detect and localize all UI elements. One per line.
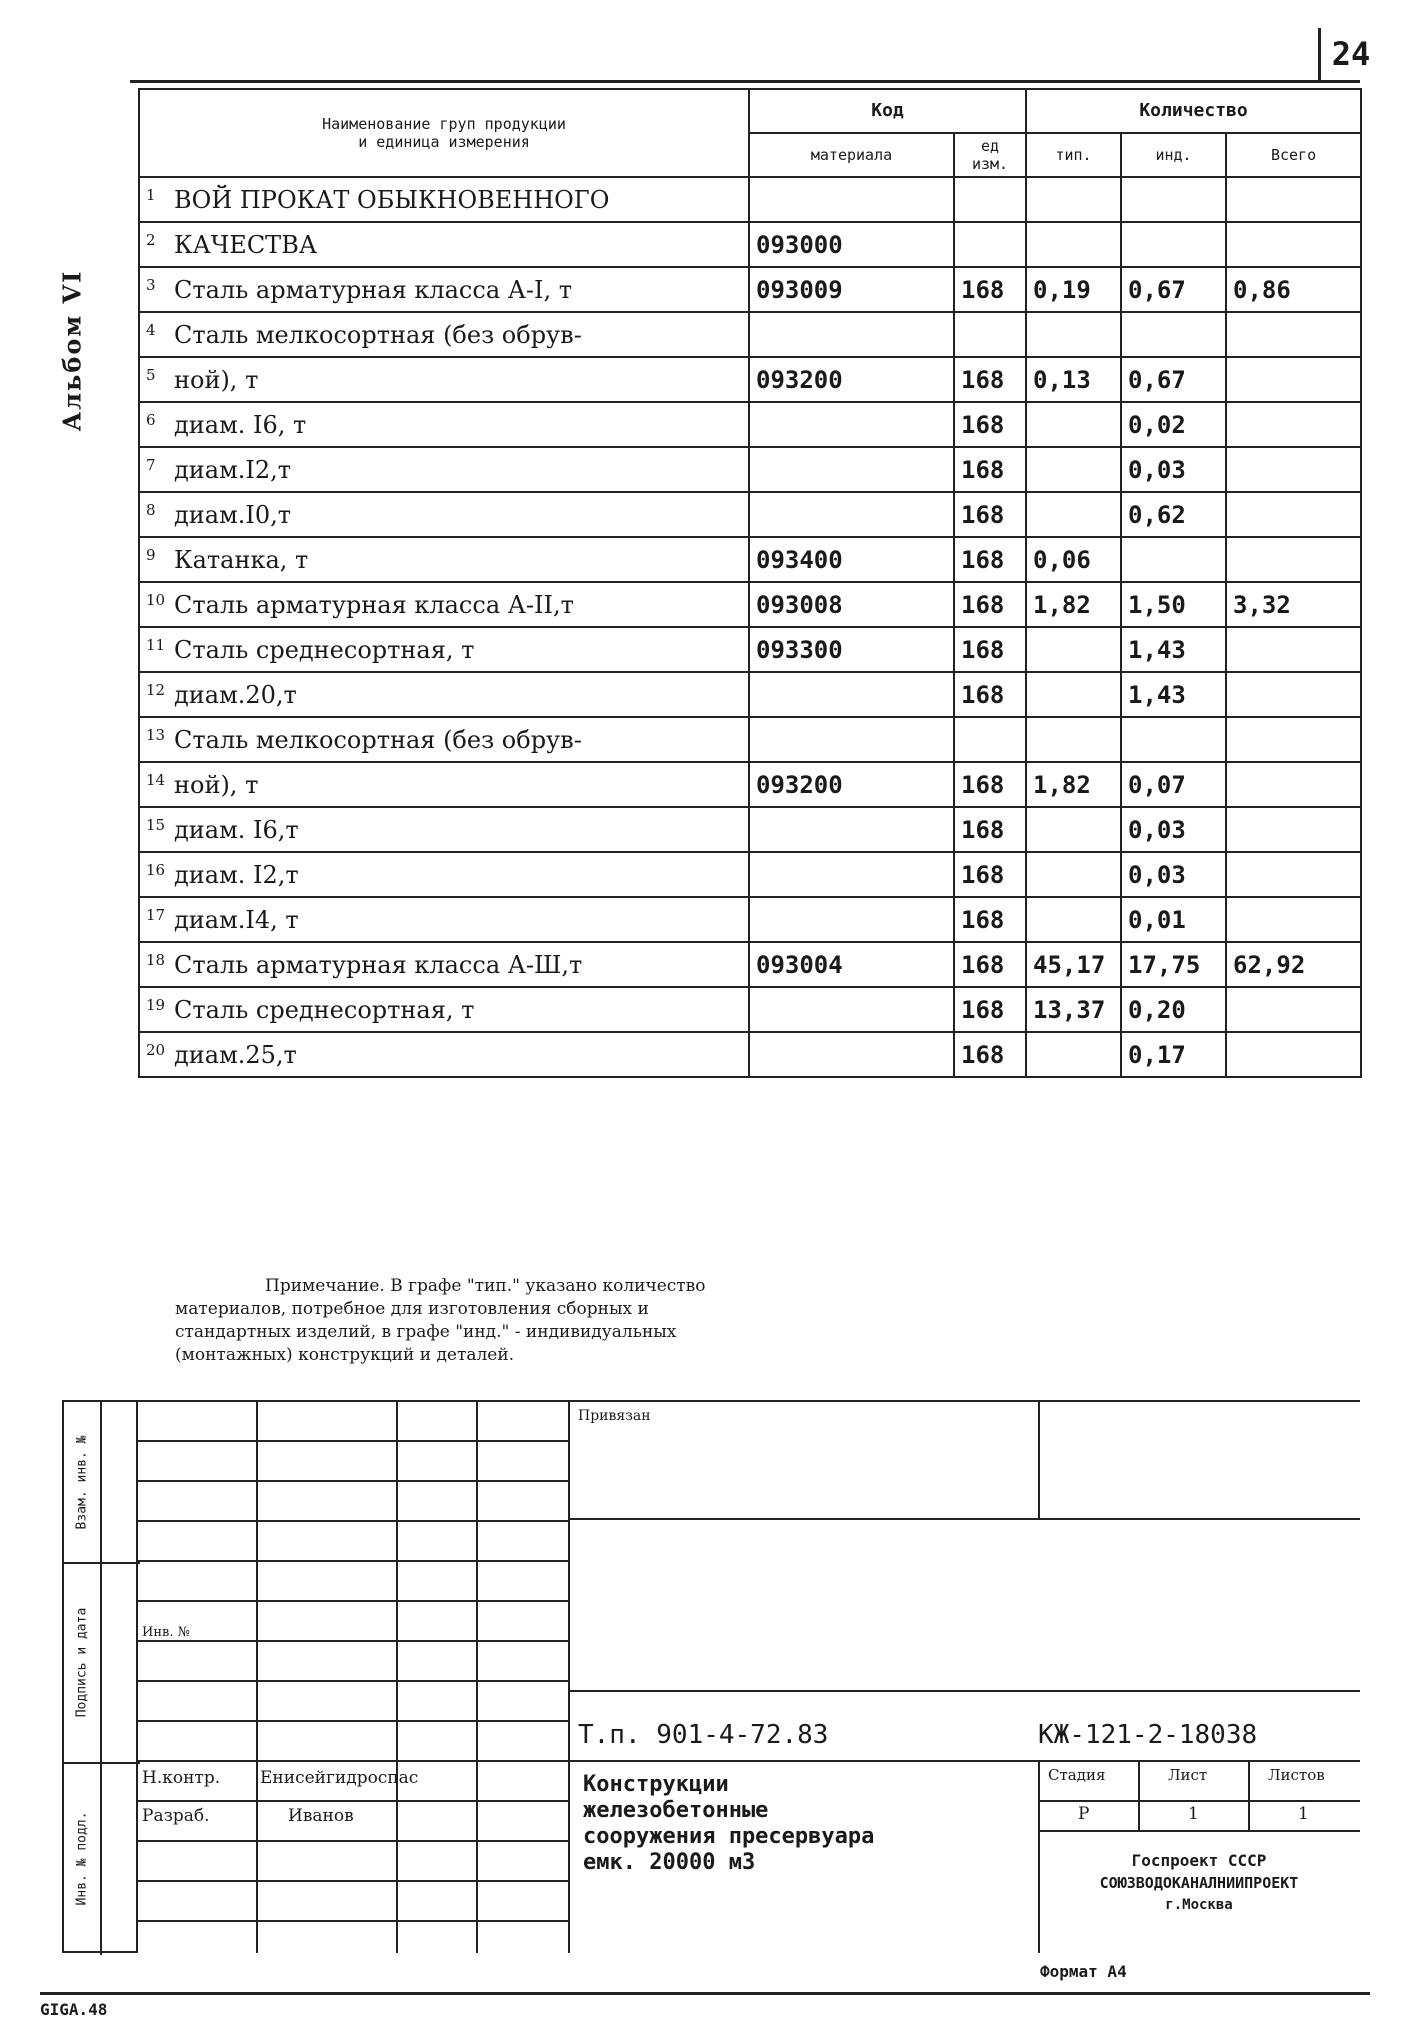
row-total: [1226, 987, 1361, 1032]
row-name: [139, 222, 749, 267]
album-label: Альбом VI: [57, 269, 87, 431]
row-ind: [1121, 177, 1226, 222]
row-total: [1226, 177, 1361, 222]
row-name: [139, 852, 749, 897]
row-unit: 168: [954, 762, 1026, 807]
row-code: 093008: [749, 582, 954, 627]
row-code: [749, 177, 954, 222]
row-name-text: Сталь арматурная класса А-I, т: [174, 275, 573, 304]
row-tip: 1,82: [1026, 762, 1121, 807]
row-name: [139, 492, 749, 537]
row-total: [1226, 627, 1361, 672]
sheets-label: Листов: [1268, 1766, 1325, 1784]
row-unit: 168: [954, 267, 1026, 312]
row-name: [139, 312, 749, 357]
row-ind: 0,07: [1121, 762, 1226, 807]
row-tip: 13,37: [1026, 987, 1121, 1032]
row-number: 1: [146, 185, 156, 204]
document-number: КЖ-121-2-18038: [1038, 1720, 1258, 1750]
format-label: Формат А4: [1040, 1962, 1127, 1981]
row-number: 13: [146, 725, 166, 744]
row-unit: 168: [954, 1032, 1026, 1077]
row-name: [139, 267, 749, 312]
row-name-text: Сталь среднесортная, т: [174, 635, 475, 664]
row-total: [1226, 312, 1361, 357]
row-number: 15: [146, 815, 166, 834]
row-name-text: ной), т: [174, 770, 259, 799]
table-row: [139, 357, 1361, 402]
row-number: 18: [146, 950, 166, 969]
sheets-value: 1: [1298, 1804, 1309, 1824]
row-tip: 0,13: [1026, 357, 1121, 402]
row-number: 4: [146, 320, 156, 339]
side-podpis-label: Подпись и дата: [74, 1607, 90, 1717]
row-code: [749, 852, 954, 897]
row-number: 11: [146, 635, 166, 654]
specification-table: [138, 88, 1362, 1078]
row-total: [1226, 762, 1361, 807]
row-tip: 1,82: [1026, 582, 1121, 627]
sheet-label: Лист: [1168, 1766, 1208, 1784]
header-unit-code: ед изм.: [954, 133, 1026, 177]
table-row: [139, 762, 1361, 807]
row-code: [749, 492, 954, 537]
row-name: [139, 987, 749, 1032]
header-tip: тип.: [1026, 133, 1121, 177]
row-tip: [1026, 852, 1121, 897]
row-code: [749, 672, 954, 717]
sheet-value: 1: [1188, 1804, 1199, 1824]
table-row: [139, 897, 1361, 942]
row-code: [749, 1032, 954, 1077]
row-ind: 0,67: [1121, 357, 1226, 402]
row-name-text: ВОЙ ПРОКАТ ОБЫКНОВЕННОГО: [174, 185, 610, 214]
role-2: Разраб.: [142, 1806, 210, 1826]
row-name-text: Сталь арматурная класса А-II,т: [174, 590, 574, 619]
name-2: Иванов: [288, 1806, 354, 1826]
row-number: 9: [146, 545, 156, 564]
row-total: [1226, 672, 1361, 717]
row-ind: 17,75: [1121, 942, 1226, 987]
row-tip: [1026, 177, 1121, 222]
row-number: 17: [146, 905, 166, 924]
row-name: [139, 537, 749, 582]
table-row: [139, 1032, 1361, 1077]
row-tip: [1026, 717, 1121, 762]
row-unit: 168: [954, 987, 1026, 1032]
row-total: [1226, 492, 1361, 537]
footer-code: GIGA.48: [40, 2000, 108, 2019]
row-unit: 168: [954, 357, 1026, 402]
row-name-text: Катанка, т: [174, 545, 309, 574]
row-name-text: ной), т: [174, 365, 259, 394]
row-total: 62,92: [1226, 942, 1361, 987]
row-code: 093200: [749, 357, 954, 402]
row-code: 093300: [749, 627, 954, 672]
row-total: [1226, 897, 1361, 942]
row-unit: 168: [954, 807, 1026, 852]
row-number: 16: [146, 860, 166, 879]
row-name: [139, 402, 749, 447]
table-row: [139, 312, 1361, 357]
row-ind: [1121, 222, 1226, 267]
row-name-text: диам. I2,т: [174, 860, 299, 889]
row-total: [1226, 402, 1361, 447]
row-name: [139, 807, 749, 852]
row-number: 6: [146, 410, 156, 429]
top-border-line: [130, 80, 1360, 83]
row-ind: 0,20: [1121, 987, 1226, 1032]
row-name: [139, 762, 749, 807]
row-code: 093000: [749, 222, 954, 267]
table-header-row-1: [139, 89, 1361, 133]
row-unit: [954, 717, 1026, 762]
row-code: [749, 312, 954, 357]
header-name: Наименование груп продукции и единица измерения: [139, 89, 749, 177]
row-name-text: КАЧЕСТВА: [174, 230, 318, 259]
row-ind: 0,62: [1121, 492, 1226, 537]
row-unit: 168: [954, 627, 1026, 672]
row-name-text: диам. I6, т: [174, 410, 307, 439]
row-number: 8: [146, 500, 156, 519]
table-row: [139, 987, 1361, 1032]
table-row: [139, 807, 1361, 852]
row-name: [139, 357, 749, 402]
row-total: [1226, 1032, 1361, 1077]
row-unit: 168: [954, 897, 1026, 942]
row-tip: [1026, 627, 1121, 672]
row-number: 2: [146, 230, 156, 249]
row-name: [139, 447, 749, 492]
row-number: 14: [146, 770, 166, 789]
inv-label: Инв. №: [142, 1625, 190, 1640]
row-tip: [1026, 492, 1121, 537]
row-name-text: Сталь среднесортная, т: [174, 995, 475, 1024]
row-ind: [1121, 537, 1226, 582]
row-name: [139, 672, 749, 717]
side-stamp: [62, 1400, 138, 1953]
drawing-title: Конструкции железобетонные сооружения пресервуара емк. 20000 м3: [583, 1772, 875, 1875]
row-code: [749, 807, 954, 852]
row-number: 12: [146, 680, 166, 699]
row-unit: [954, 312, 1026, 357]
row-name: [139, 897, 749, 942]
table-row: [139, 582, 1361, 627]
row-code: 093400: [749, 537, 954, 582]
row-total: [1226, 852, 1361, 897]
stage-value: Р: [1078, 1804, 1090, 1824]
row-total: 3,32: [1226, 582, 1361, 627]
row-unit: 168: [954, 672, 1026, 717]
row-ind: 0,01: [1121, 897, 1226, 942]
row-number: 7: [146, 455, 156, 474]
row-name-text: диам.I0,т: [174, 500, 292, 529]
row-code: [749, 717, 954, 762]
row-tip: [1026, 1032, 1121, 1077]
row-name: [139, 942, 749, 987]
table-row: [139, 627, 1361, 672]
table-row: [139, 537, 1361, 582]
row-tip: [1026, 222, 1121, 267]
header-kolichestvo: Количество: [1026, 89, 1361, 133]
row-code: [749, 402, 954, 447]
row-tip: [1026, 672, 1121, 717]
row-total: [1226, 447, 1361, 492]
row-tip: [1026, 897, 1121, 942]
row-tip: [1026, 402, 1121, 447]
table-row: [139, 492, 1361, 537]
row-unit: [954, 177, 1026, 222]
row-name-text: диам.25,т: [174, 1040, 297, 1069]
table-row: [139, 672, 1361, 717]
row-number: 3: [146, 275, 156, 294]
header-kod: Код: [749, 89, 1026, 133]
row-unit: 168: [954, 537, 1026, 582]
side-inv-label: Инв. № подл.: [74, 1811, 90, 1906]
role-1: Н.контр.: [142, 1768, 221, 1788]
table-row: [139, 942, 1361, 987]
note-text: Примечание. В графе "тип." указано количество материалов, потребное для изготовления сборных и стандартных изделий, в графе "инд." - индивидуальных (монтажных) конструкций и деталей.: [175, 1276, 706, 1365]
table-row: [139, 267, 1361, 312]
page-number: 24: [1318, 28, 1381, 80]
row-ind: 1,50: [1121, 582, 1226, 627]
row-ind: [1121, 717, 1226, 762]
row-unit: 168: [954, 402, 1026, 447]
row-name-text: Сталь арматурная класса А-Ш,т: [174, 950, 583, 979]
row-ind: [1121, 312, 1226, 357]
row-name: [139, 717, 749, 762]
row-name-text: диам.20,т: [174, 680, 297, 709]
row-ind: 1,43: [1121, 627, 1226, 672]
table-row: [139, 852, 1361, 897]
row-number: 10: [146, 590, 166, 609]
bottom-border-line: [40, 1992, 1370, 1995]
row-name: [139, 582, 749, 627]
side-vzam-label: Взам. инв. №: [74, 1435, 90, 1529]
row-name-text: Сталь мелкосортная (без обрув-: [174, 725, 582, 754]
row-code: [749, 987, 954, 1032]
row-ind: 0,03: [1121, 807, 1226, 852]
name-1: Енисейгидроспас: [260, 1768, 419, 1788]
row-tip: [1026, 312, 1121, 357]
row-unit: [954, 222, 1026, 267]
row-ind: 0,03: [1121, 852, 1226, 897]
table-row: [139, 222, 1361, 267]
row-total: [1226, 357, 1361, 402]
row-number: 19: [146, 995, 166, 1014]
row-total: [1226, 717, 1361, 762]
row-ind: 0,03: [1121, 447, 1226, 492]
privyazan-label: Привязан: [578, 1408, 651, 1424]
row-tip: [1026, 807, 1121, 852]
row-ind: 0,02: [1121, 402, 1226, 447]
table-row: [139, 402, 1361, 447]
row-code: 093200: [749, 762, 954, 807]
row-code: 093009: [749, 267, 954, 312]
row-code: 093004: [749, 942, 954, 987]
row-name: [139, 627, 749, 672]
row-code: [749, 447, 954, 492]
header-total: Всего: [1226, 133, 1361, 177]
row-name-text: диам. I6,т: [174, 815, 299, 844]
organization: Госпроект СССР СОЮЗВОДОКАНАЛНИИПРОЕКТ г.Москва: [1099, 1851, 1299, 1913]
row-unit: 168: [954, 852, 1026, 897]
row-tip: 45,17: [1026, 942, 1121, 987]
row-total: [1226, 807, 1361, 852]
row-name: [139, 177, 749, 222]
row-ind: 0,17: [1121, 1032, 1226, 1077]
row-number: 5: [146, 365, 156, 384]
row-code: [749, 897, 954, 942]
row-total: 0,86: [1226, 267, 1361, 312]
title-block: [138, 1400, 1360, 1953]
row-number: 20: [146, 1040, 166, 1059]
table-row: [139, 177, 1361, 222]
row-unit: 168: [954, 942, 1026, 987]
row-tip: 0,06: [1026, 537, 1121, 582]
row-name-text: диам.I2,т: [174, 455, 292, 484]
row-total: [1226, 222, 1361, 267]
row-unit: 168: [954, 582, 1026, 627]
header-material-code: материала: [749, 133, 954, 177]
row-ind: 0,67: [1121, 267, 1226, 312]
header-ind: инд.: [1121, 133, 1226, 177]
row-name-text: Сталь мелкосортная (без обрув-: [174, 320, 582, 349]
stage-label: Стадия: [1048, 1766, 1106, 1784]
document-code: Т.п. 901-4-72.83: [578, 1720, 829, 1750]
row-name: [139, 1032, 749, 1077]
row-ind: 1,43: [1121, 672, 1226, 717]
table-row: [139, 447, 1361, 492]
row-tip: 0,19: [1026, 267, 1121, 312]
row-unit: 168: [954, 447, 1026, 492]
row-name-text: диам.I4, т: [174, 905, 299, 934]
row-unit: 168: [954, 492, 1026, 537]
row-total: [1226, 537, 1361, 582]
row-tip: [1026, 447, 1121, 492]
table-row: [139, 717, 1361, 762]
